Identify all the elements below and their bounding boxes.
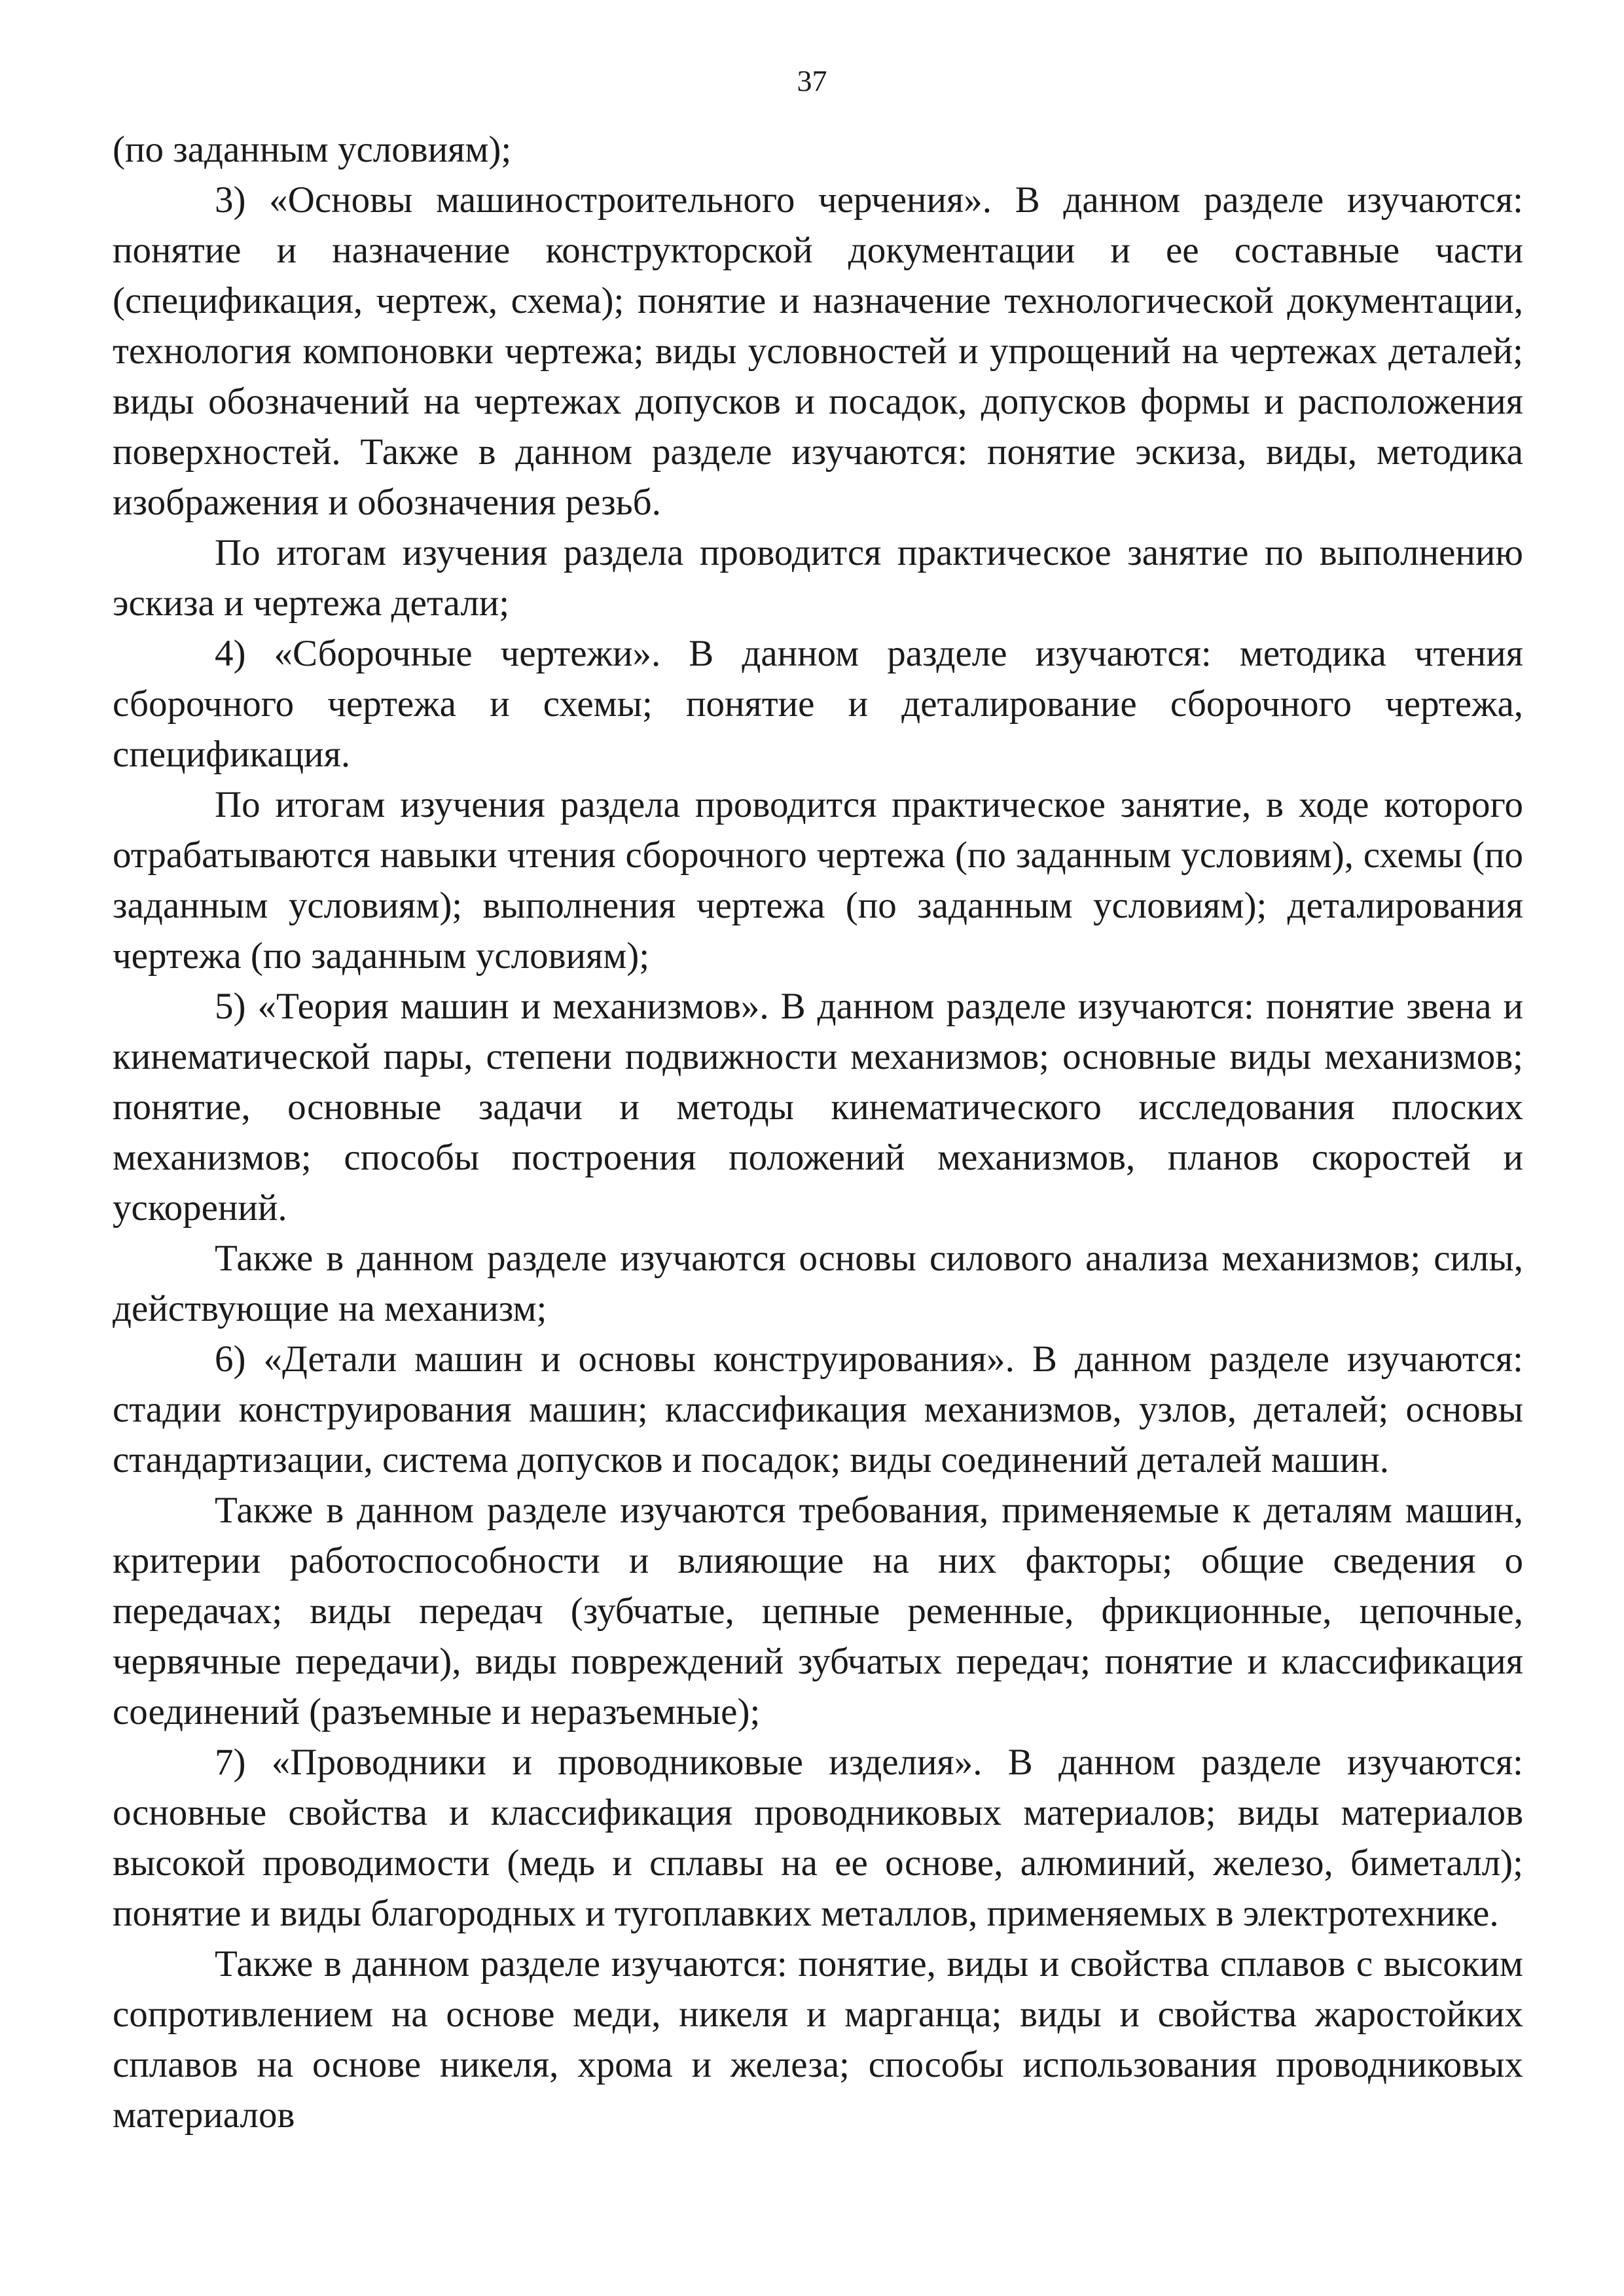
- page-number: 37: [797, 64, 827, 98]
- paragraph-section-4-practice: По итогам изучения раздела проводится практическое занятие, в ходе которого отрабатываются навыки чтения сборочного чертежа (по заданным условиям), схемы (по заданным условиям); выполнения чертежа (по заданным условиям); деталирования чертежа (по заданным условиям);: [113, 784, 1523, 977]
- paragraph-section-7-extra: Также в данном разделе изучаются: понятие, виды и свойства сплавов с высоким сопротивлением на основе меди, никеля и марганца; виды и свойства жаростойких сплавов на основе никеля, хрома и железа; способы использования проводниковых материалов: [113, 1943, 1523, 2136]
- paragraph-section-6: 6) «Детали машин и основы конструирования». В данном разделе изучаются: стадии конструирования машин; классификация механизмов, узлов, деталей; основы стандартизации, система допусков и посадок; виды соединений деталей машин.: [113, 1338, 1523, 1480]
- paragraph-section-5-extra: Также в данном разделе изучаются основы силового анализа механизмов; силы, действующие на механизм;: [113, 1238, 1523, 1329]
- paragraph-section-6-extra: Также в данном разделе изучаются требования, применяемые к деталям машин, критерии работоспособности и влияющие на них факторы; общие сведения о передачах; виды передач (зубчатые, цепные ременные, фрикционные, цепочные, червячные передачи), виды повреждений зубчатых передач; понятие и классификация соединений (разъемные и неразъемные);: [113, 1490, 1523, 1732]
- paragraph-section-4: 4) «Сборочные чертежи». В данном разделе изучаются: методика чтения сборочного чертежа и схемы; понятие и деталирование сборочного чертежа, спецификация.: [113, 633, 1523, 775]
- document-body: [113, 124, 1523, 2140]
- paragraph-section-7: 7) «Проводники и проводниковые изделия». В данном разделе изучаются: основные свойства и классификация проводниковых материалов; виды материалов высокой проводимости (медь и сплавы на ее основе, алюминий, железо, биметалл); понятие и виды благородных и тугоплавких металлов, применяемых в электротехнике.: [113, 1742, 1523, 1934]
- paragraph-section-3: 3) «Основы машиностроительного черчения». В данном разделе изучаются: понятие и назначение конструкторской документации и ее составные части (спецификация, чертеж, схема); понятие и назначение технологической документации, технология компоновки чертежа; виды условностей и упрощений на чертежах деталей; виды обозначений на чертежах допусков и посадок, допусков формы и расположения поверхностей. Также в данном разделе изучаются: понятие эскиза, виды, методика изображения и обозначения резьб.: [113, 179, 1523, 523]
- paragraph-section-3-practice: По итогам изучения раздела проводится практическое занятие по выполнению эскиза и чертежа детали;: [113, 532, 1523, 624]
- paragraph-section-5: 5) «Теория машин и механизмов». В данном разделе изучаются: понятие звена и кинематической пары, степени подвижности механизмов; основные виды механизмов; понятие, основные задачи и методы кинематического исследования плоских механизмов; способы построения положений механизмов, планов скоростей и ускорений.: [113, 986, 1523, 1229]
- paragraph-continuation: (по заданным условиям);: [113, 129, 512, 170]
